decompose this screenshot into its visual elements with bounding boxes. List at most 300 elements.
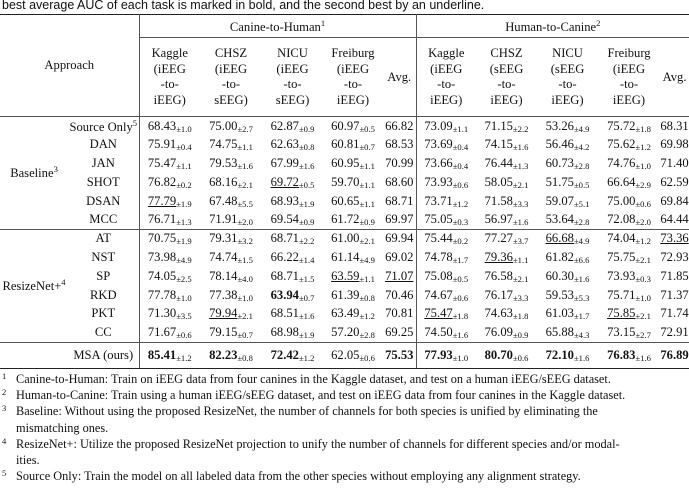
cell-mean: 63.94 [270,287,299,302]
c2h-cell [323,342,383,368]
cell-mean: 77.79 [147,193,177,208]
cell-std: ±0.6 [512,352,529,363]
cell-std: ±0.9 [512,329,529,340]
cell-std: ±0.5 [573,179,590,190]
cell-mean: 62.87 [270,118,299,133]
cell-std: ±2.8 [359,329,375,340]
cell-std: ±0.2 [176,179,192,190]
cell-mean: 75.75 [607,249,636,264]
cell-mean: 76.71 [147,212,177,227]
avg-value: 69.84 [660,193,689,208]
cell-mean: 71.15 [484,118,513,133]
cell-std: ±1.3 [512,160,529,171]
cell-std: ±1.6 [573,273,590,284]
c2h-cell [139,192,200,211]
cell-mean: 85.41 [147,347,177,362]
h2c-cell [416,342,476,368]
c2h-cell [139,248,200,267]
h2c-cell [598,135,660,154]
cell-std: ±0.6 [635,198,651,209]
h2c-cell [537,173,598,192]
cell-mean: 67.48 [209,193,238,208]
cell-mean: 61.72 [331,212,360,227]
method-name: AT [68,229,139,248]
avg-value: 71.85 [660,268,689,283]
h2c-cell [537,267,598,286]
cell-std: ±1.2 [635,142,651,153]
cell-mean: 74.15 [484,137,513,152]
col-header-line: iEEG) [336,92,370,107]
col-header-line: (iEEG [153,61,186,76]
cell-std: ±6.6 [573,254,590,265]
c2h-cell [262,192,323,211]
method-name: PKT [68,304,139,323]
h2c-cell [416,135,476,154]
cell-mean: 82.23 [209,347,238,362]
cell-mean: 73.09 [424,118,453,133]
method-name: DAN [68,135,139,154]
cell-std: ±2.2 [512,123,529,134]
c2h-col-header [323,38,383,117]
cell-std: ±3.3 [512,292,529,303]
cell-std: ±0.5 [298,179,315,190]
h2c-avg-cell [660,154,689,173]
cell-mean: 77.38 [209,287,238,302]
cell-std: ±2.0 [237,217,253,228]
cell-std: ±4.2 [573,142,590,153]
avg-value: 72.93 [660,249,689,264]
cell-mean: 76.09 [484,324,513,339]
avg-value: 69.94 [385,231,414,246]
c2h-cell [200,117,262,136]
h2c-cell [476,154,537,173]
h2c-avg-cell [660,210,689,229]
c2h-avg-cell [383,267,416,286]
h2c-col-header [416,38,476,117]
cell-mean: 72.10 [545,347,574,362]
c2h-cell [323,154,383,173]
table-row [0,304,689,323]
cell-std: ±5.5 [237,198,253,209]
c2h-avg-cell [383,286,416,305]
h2c-cell [476,229,537,248]
avg-value: 68.53 [385,137,414,152]
c2h-avg-cell [383,210,416,229]
cell-std: ±1.0 [176,123,192,134]
method-name: JAN [68,154,139,173]
c2h-cell [139,286,200,305]
cell-std: ±1.6 [512,142,529,153]
cell-std: ±1.8 [452,311,469,322]
cell-std: ±0.6 [176,329,192,340]
cell-std: ±3.3 [512,198,529,209]
cell-std: ±1.6 [452,329,469,340]
col-header-line: iEEG) [430,92,463,107]
cell-mean: 59.70 [331,174,360,189]
c2h-cell [200,173,262,192]
cell-mean: 61.14 [331,249,360,264]
cell-std: ±2.0 [635,217,651,228]
footnote [2,468,638,484]
cell-mean: 61.03 [545,306,574,321]
cell-mean: 68.98 [270,324,299,339]
cell-mean: 59.07 [545,193,574,208]
col-header-line: (sEEG [489,61,524,76]
cell-std: ±1.0 [635,160,651,171]
cell-mean: 79.15 [209,324,238,339]
c2h-cell [323,117,383,136]
cell-mean: 73.93 [424,174,453,189]
c2h-cell [139,154,200,173]
cell-mean: 53.64 [545,212,574,227]
cell-std: ±4.3 [573,329,590,340]
avg-value: 69.98 [660,137,689,152]
h2c-avg-cell [660,267,689,286]
h2c-cell [416,210,476,229]
col-header-line: (iEEG [336,61,370,76]
cell-mean: 75.00 [209,118,238,133]
col-header-line: -to- [437,77,456,91]
col-header-line: CHSZ [490,46,523,60]
cell-mean: 76.17 [484,287,513,302]
cell-mean: 75.71 [607,287,636,302]
cell-std: ±1.6 [298,311,315,322]
avg-value: 68.71 [385,193,414,208]
cell-std: ±1.7 [573,311,590,322]
footnotes [2,371,638,484]
c2h-col-header [200,38,262,117]
cell-std: ±2.1 [237,311,253,322]
cell-std: ±2.5 [176,273,192,284]
cell-mean: 68.93 [270,193,299,208]
method-footnote-mark: 5 [132,117,138,128]
cell-std: ±4.9 [176,254,192,265]
h2c-cell [416,267,476,286]
cell-std: ±0.9 [298,123,315,134]
cell-mean: 80.70 [484,347,513,362]
h2c-col-header [537,38,598,117]
cell-mean: 73.15 [607,324,636,339]
h2c-cell [598,210,660,229]
cell-mean: 76.44 [484,155,513,170]
h2c-col-header [476,38,537,117]
cell-mean: 68.71 [270,231,299,246]
table-row [0,173,689,192]
h2c-avg-cell [660,117,689,136]
c2h-cell [139,173,200,192]
c2h-avg-cell [383,229,416,248]
method-name: CC [68,323,139,342]
cell-mean: 79.53 [209,155,238,170]
c2h-cell [262,248,323,267]
h2c-cell [598,154,660,173]
col-header-line: Freiburg [331,46,375,60]
h2c-cell [537,304,598,323]
cell-std: ±3.7 [512,236,529,247]
c2h-cell [200,267,262,286]
cell-mean: 75.00 [607,193,636,208]
h2c-cell [598,248,660,267]
table-row [0,323,689,342]
cell-mean: 79.94 [209,306,238,321]
cell-std: ±2.1 [359,236,375,247]
h2c-cell [537,342,598,368]
h2c-cell [537,117,598,136]
cell-mean: 63.49 [331,306,360,321]
cell-mean: 75.44 [424,231,453,246]
cell-mean: 57.20 [331,324,360,339]
cell-std: ±1.1 [359,273,375,284]
h2c-cell [476,173,537,192]
table-row [0,154,689,173]
group-label: ResizeNet+$^4$ [0,229,68,342]
footnote-text: Source Only: Train the model on all labeled data from the other species without employing any alignment strategy. [16,469,581,484]
cell-mean: 77.93 [424,347,453,362]
cell-mean: 56.97 [484,212,513,227]
cell-std: ±1.2 [452,198,469,209]
cell-mean: 73.66 [424,155,453,170]
cell-std: ±1.0 [452,352,469,363]
table-row [0,135,689,154]
avg-value: 68.60 [385,174,414,189]
col-header-line: iEEG) [153,92,186,107]
cell-mean: 74.50 [424,324,453,339]
c2h-avg-cell [383,248,416,267]
group-header-h2c: Human-to-Canine$^2$ [416,15,689,38]
cell-mean: 75.05 [424,212,453,227]
table-row [0,117,689,136]
col-header-line: (iEEG [430,61,463,76]
col-header-line: Kaggle [428,46,465,60]
cell-std: ±0.5 [359,123,375,134]
c2h-cell [323,192,383,211]
cell-mean: 79.36 [484,249,513,264]
cell-mean: 68.71 [270,268,299,283]
cell-std: ±2.2 [298,236,315,247]
footnote [2,420,638,436]
cell-std: ±0.3 [635,273,651,284]
footnote-text: Canine-to-Human: Train on iEEG data from four canines in the Kaggle dataset, and test on a human iEEG/sEEG dataset. [16,372,611,386]
cell-mean: 75.72 [607,118,636,133]
col-header-line: sEEG) [214,92,248,107]
cell-std: ±1.6 [237,160,253,171]
avg-value: 71.37 [660,287,689,302]
col-header-line: NICU [277,46,308,60]
cell-mean: 59.53 [545,287,574,302]
cell-mean: 60.97 [331,118,360,133]
cell-std: ±1.6 [635,352,651,363]
cell-mean: 60.65 [331,193,360,208]
c2h-avg-cell [383,117,416,136]
cell-mean: 74.74 [209,249,238,264]
c2h-cell [323,248,383,267]
h2c-cell [598,192,660,211]
c2h-cell [262,304,323,323]
cell-mean: 51.75 [545,174,574,189]
col-header-line: (iEEG [214,61,248,76]
cell-std: ±0.4 [452,160,469,171]
col-header-line: (sEEG [550,61,585,76]
h2c-avg-cell [660,192,689,211]
c2h-avg-cell [383,342,416,368]
c2h-cell [139,229,200,248]
cell-mean: 74.75 [209,137,238,152]
c2h-avg-cell [383,154,416,173]
cell-mean: 77.78 [147,287,177,302]
cell-std: ±2.1 [635,311,651,322]
cell-mean: 68.43 [147,118,177,133]
h2c-cell [416,304,476,323]
cell-mean: 68.51 [270,306,299,321]
cell-mean: 71.58 [484,193,513,208]
h2c-cell [598,323,660,342]
c2h-cell [262,154,323,173]
cell-std: ±1.0 [635,292,651,303]
cell-std: ±1.9 [298,198,315,209]
cell-mean: 53.26 [545,118,574,133]
cell-mean: 72.08 [607,212,636,227]
cell-std: ±1.1 [512,254,529,265]
method-name: MCC [68,210,139,229]
col-header-line: sEEG) [275,92,310,107]
h2c-cell [537,135,598,154]
cell-mean: 72.42 [270,347,299,362]
cell-std: ±1.6 [573,352,590,363]
c2h-cell [200,229,262,248]
cell-std: ±0.7 [359,142,375,153]
h2c-cell [537,210,598,229]
h2c-cell [537,229,598,248]
cell-std: ±1.5 [237,254,253,265]
cell-std: ±1.8 [635,123,651,134]
cell-std: ±1.4 [298,254,315,265]
method-name: SP [68,267,139,286]
cell-mean: 61.00 [331,231,360,246]
h2c-cell [476,248,537,267]
h2c-cell [598,229,660,248]
avg-value: 64.44 [660,212,689,227]
cell-std: ±3.5 [176,311,192,322]
cell-std: ±1.9 [298,329,315,340]
cell-mean: 56.46 [545,137,574,152]
cell-mean: 75.91 [147,137,177,152]
avg-value: 76.89 [660,347,689,362]
cell-std: ±1.9 [176,236,192,247]
c2h-avg-header: Avg. [383,38,416,117]
cell-std: ±0.8 [237,352,253,363]
avg-value: 70.81 [385,306,414,321]
h2c-cell [476,210,537,229]
cell-std: ±0.6 [452,179,469,190]
h2c-cell [598,342,660,368]
h2c-avg-header: Avg. [662,69,687,84]
c2h-avg-cell [383,304,416,323]
cell-mean: 60.81 [331,137,360,152]
cell-mean: 65.88 [545,324,574,339]
avg-value: 69.97 [385,212,414,227]
c2h-cell [262,210,323,229]
cell-std: ±3.2 [237,236,253,247]
cell-std: ±1.3 [176,217,192,228]
cell-std: ±0.9 [359,217,375,228]
c2h-cell [323,173,383,192]
cell-std: ±2.7 [237,123,253,134]
c2h-cell [323,210,383,229]
cell-std: ±0.7 [237,329,253,340]
c2h-cell [139,323,200,342]
cell-mean: 76.83 [607,347,636,362]
c2h-cell [262,323,323,342]
c2h-col-header [262,38,323,117]
cell-mean: 58.05 [484,174,513,189]
avg-value: 66.82 [385,118,414,133]
col-header-line: (iEEG [612,61,646,76]
cell-std: ±0.5 [452,273,469,284]
h2c-avg-cell [660,135,689,154]
cell-mean: 69.72 [270,174,299,189]
avg-value: 75.53 [385,347,414,362]
group-footnote-mark: 3 [53,164,58,175]
avg-value: 62.59 [660,174,689,189]
method-name: RKD [68,286,139,305]
h2c-cell [598,304,660,323]
h2c-cell [476,117,537,136]
results-table [0,14,689,369]
table-caption: best average AUC of each task is marked in bold, and the second best by an underline. [2,0,485,12]
c2h-cell [262,173,323,192]
cell-mean: 75.47 [147,155,177,170]
cell-std: ±2.8 [573,217,590,228]
method-name: DSAN [68,192,139,211]
cell-mean: 67.99 [270,155,299,170]
col-header-line: -to- [283,77,302,91]
cell-mean: 74.63 [484,306,513,321]
cell-std: ±4.9 [573,236,590,247]
avg-value: 71.07 [385,268,414,283]
cell-std: ±1.2 [359,311,375,322]
cell-std: ±0.7 [298,292,315,303]
cell-mean: 75.47 [424,306,453,321]
h2c-cell [476,323,537,342]
c2h-cell [139,304,200,323]
c2h-cell [200,135,262,154]
avg-value: 73.36 [660,231,689,246]
h2c-cell [416,117,476,136]
avg-value: 71.40 [660,155,689,170]
cell-mean: 62.63 [270,137,299,152]
cell-mean: 71.30 [147,306,177,321]
h2c-avg-cell [660,304,689,323]
blank-cell [0,342,68,368]
col-header-line: -to- [343,77,363,91]
cell-std: ±2.7 [635,329,651,340]
c2h-cell [200,286,262,305]
c2h-cell [323,286,383,305]
footnote [2,387,638,403]
c2h-cell [262,342,323,368]
cell-std: ±2.9 [635,179,651,190]
c2h-avg-cell [383,323,416,342]
cell-mean: 77.27 [484,231,513,246]
cell-std: ±1.2 [298,352,315,363]
cell-std: ±2.1 [512,179,529,190]
c2h-cell [200,210,262,229]
h2c-cell [537,248,598,267]
cell-mean: 73.69 [424,137,453,152]
c2h-cell [139,267,200,286]
cell-std: ±1.1 [237,142,253,153]
c2h-cell [323,229,383,248]
